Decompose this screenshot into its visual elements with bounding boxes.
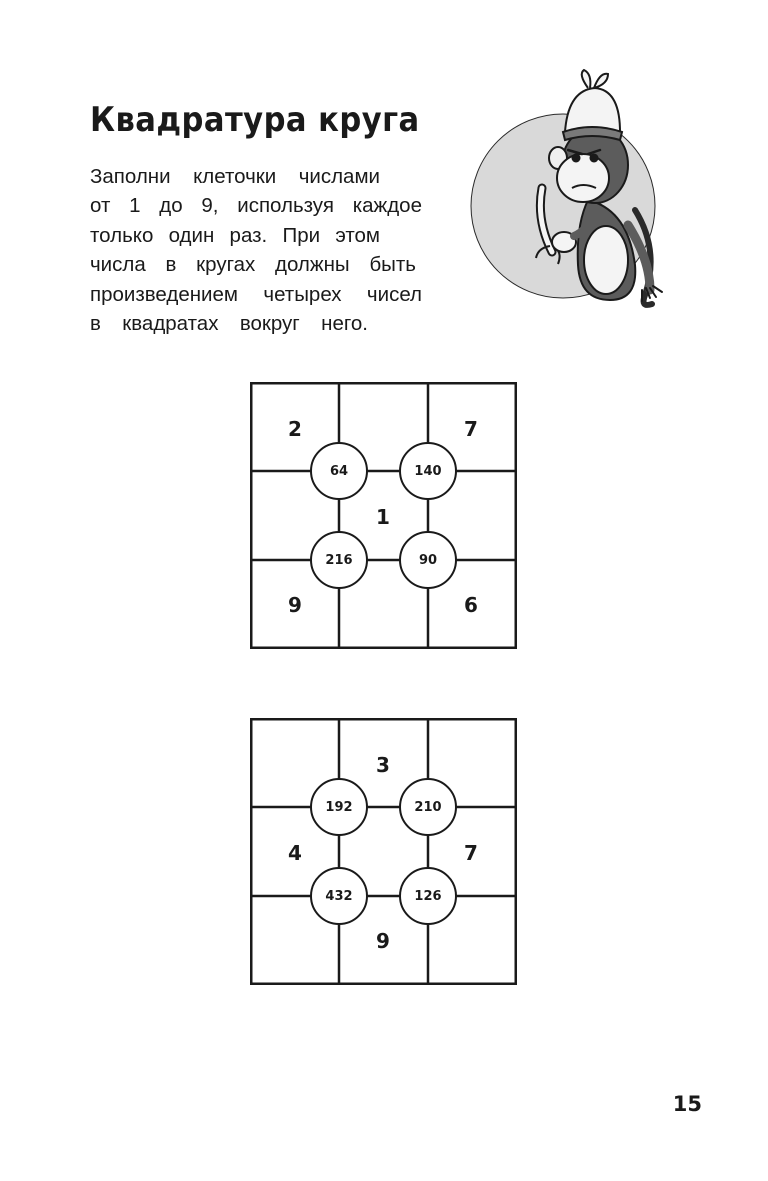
grid-cell[interactable] [441,502,501,532]
product-circle: 216 [310,531,368,589]
grid-cell[interactable]: 4 [288,841,302,865]
grid-cell[interactable] [353,838,413,868]
puzzle-grid-2 [250,718,517,985]
grid-cell[interactable] [265,502,325,532]
grid-cell[interactable] [353,590,413,620]
product-circle: 126 [399,867,457,925]
product-circle: 64 [310,442,368,500]
instruction-line: от 1 до 9, используя каждое [90,194,422,218]
grid-cell[interactable]: 7 [464,841,478,865]
instructions [90,162,422,338]
monkey-illustration [470,60,680,310]
grid-cell[interactable]: 9 [288,593,302,617]
instruction-line: только один раз. При этом [90,223,380,247]
grid-cell[interactable] [265,926,325,956]
instruction-line: Заполни клеточки числами [90,165,380,188]
product-circle: 140 [399,442,457,500]
grid-cell[interactable]: 3 [376,753,390,777]
grid-cell[interactable]: 2 [288,417,302,441]
grid-cell[interactable]: 7 [464,417,478,441]
page-title: Квадратура круга [90,100,420,140]
instruction-line: в квадратах вокруг него. [90,312,368,336]
grid-cell[interactable] [265,750,325,780]
page-number: 15 [672,1092,702,1116]
grid-cell[interactable]: 1 [376,505,390,529]
instruction-line: произведением четырех чисел [90,282,422,306]
product-circle: 210 [399,778,457,836]
grid-cell[interactable]: 9 [376,929,390,953]
product-circle: 192 [310,778,368,836]
grid-cell[interactable] [441,750,501,780]
instruction-line: числа в кругах должны быть [90,253,416,277]
product-circle: 90 [399,531,457,589]
grid-cell[interactable] [353,414,413,444]
grid-cell[interactable]: 6 [464,593,478,617]
puzzle-grid-1 [250,382,517,649]
product-circle: 432 [310,867,368,925]
grid-cell[interactable] [441,926,501,956]
